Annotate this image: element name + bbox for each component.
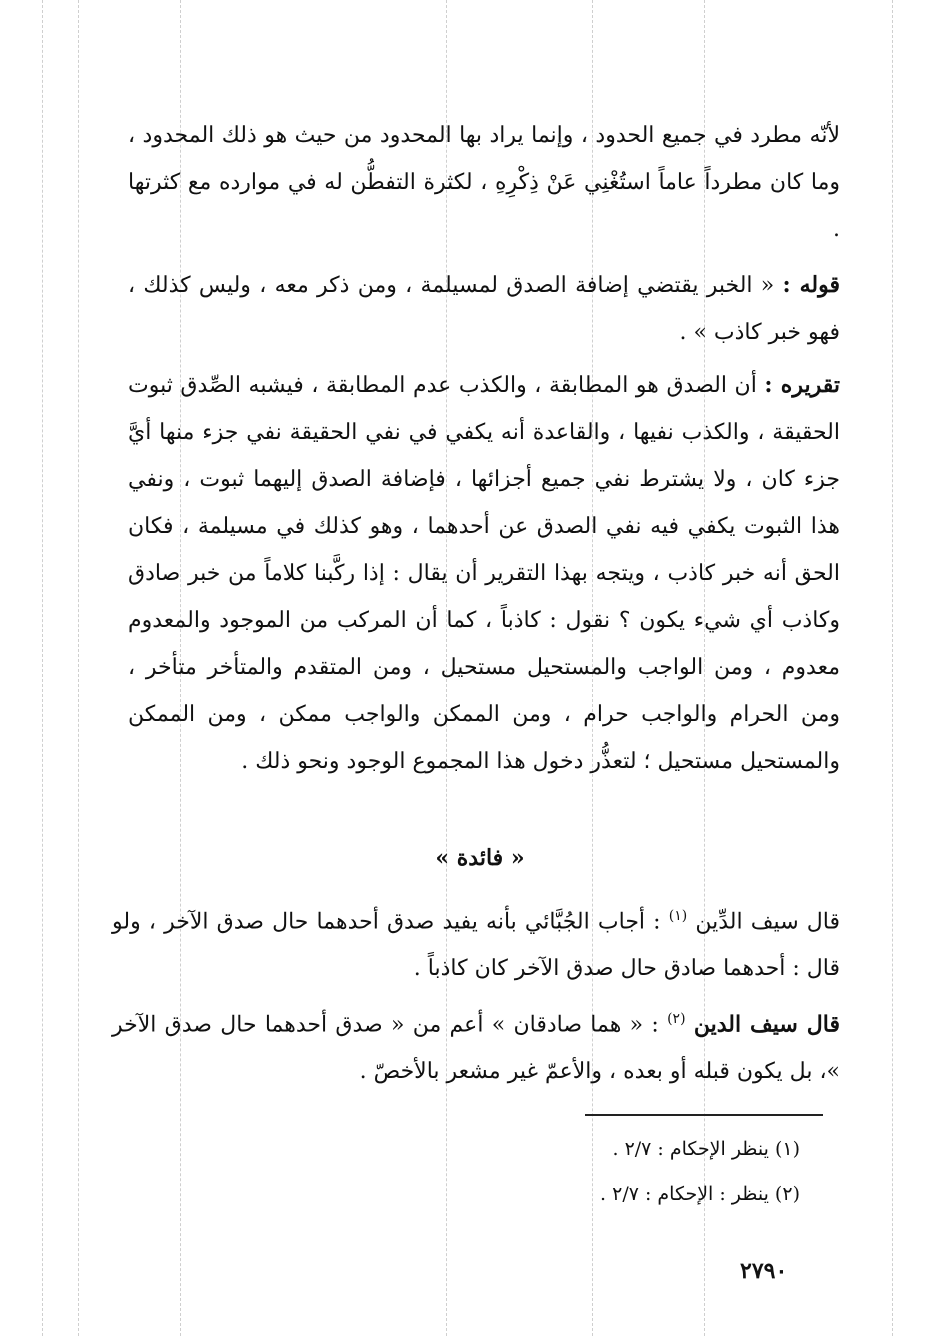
scan-guide-line xyxy=(892,0,893,1336)
paragraph-1: لأنّه مطرد في جميع الحدود ، وإنما يراد بها المحدود من حيث هو ذلك المحدود ، وما كان مطرداً عاماً استُغْنِي عَنْ ذِكْرِهِ ، لكثرة التفطُّن له في موارده مع كثرتها . xyxy=(128,123,840,242)
paragraph-2-lead: قوله : xyxy=(782,272,840,298)
footnote-ref-2: (٢) xyxy=(667,1011,686,1027)
paragraph-4 xyxy=(112,893,840,992)
paragraph-3-lead: تقريره : xyxy=(764,372,840,398)
footnote-2: (٢) ينظر : الإحكام : ٢/٧ . xyxy=(600,1183,800,1205)
footnote-ref-1: (١) xyxy=(668,908,688,924)
footnote-1: (١) ينظر الإحكام : ٢/٧ . xyxy=(612,1138,800,1160)
paragraph-5-text: : « هما صادقان » أعم من « صدق أحدهما حال صدق الآخر »، بل يكون قبله أو بعده ، والأعمّ غير مشعر بالأخصّ . xyxy=(112,1012,840,1085)
section-heading: « فائدة » xyxy=(435,845,525,871)
scan-guide-line xyxy=(42,0,43,1336)
footnote-separator xyxy=(585,1114,823,1116)
paragraph-5 xyxy=(112,996,840,1095)
paragraph-2-text: « الخبر يقتضي إضافة الصدق لمسيلمة ، ومن ذكر معه ، وليس كذلك ، فهو خبر كاذب » . xyxy=(128,273,840,345)
paragraph-4-text: : أجاب الجُبَّائي بأنه يفيد صدق أحدهما حال صدق الآخر ، ولو قال : أحدهما صادق حال صدق الآخر كان كاذباً . xyxy=(112,909,840,982)
paragraph-5-lead: قال سيف الدين xyxy=(693,1011,841,1038)
paragraph-2 xyxy=(128,262,840,356)
paragraph-4-lead: قال سيف الدِّين xyxy=(695,909,840,935)
scan-guide-line xyxy=(78,0,79,1336)
page-number: ٢٧٩٠ xyxy=(740,1258,788,1284)
paragraph-3-text: أن الصدق هو المطابقة ، والكذب عدم المطابقة ، فيشبه الصِّدق ثبوت الحقيقة ، والكذب نفيها ، والقاعدة أنه يكفي في نفي الحقيقة نفي جزء منها أيَّ جزء كان ، ولا يشترط نفي جميع أجزائها ، فإضافة الصدق إليهما ثبوت ، ونفي هذا الثبوت يكفي فيه نفي الصدق عن أحدهما ، وهو كذلك في مسيلمة ، فكان الحق أنه خبر كاذب ، ويتجه بهذا التقرير أن يقال : إذا ركَّبنا كلاماً من خبر صادق وكاذب أي شيء يكون ؟ نقول : كاذباً ، كما أن المركب من الموجود والمعدوم معدوم ، ومن الواجب والمستحيل مستحيل ، ومن المتقدم والمتأخر متأخر ، ومن الحرام والواجب حرام ، ومن الممكن والواجب ممكن ، ومن الممكن والمستحيل مستحيل ؛ لتعذُّر دخول هذا المجموع الوجود ونحو ذلك . xyxy=(128,373,840,774)
paragraph-3 xyxy=(128,362,840,785)
